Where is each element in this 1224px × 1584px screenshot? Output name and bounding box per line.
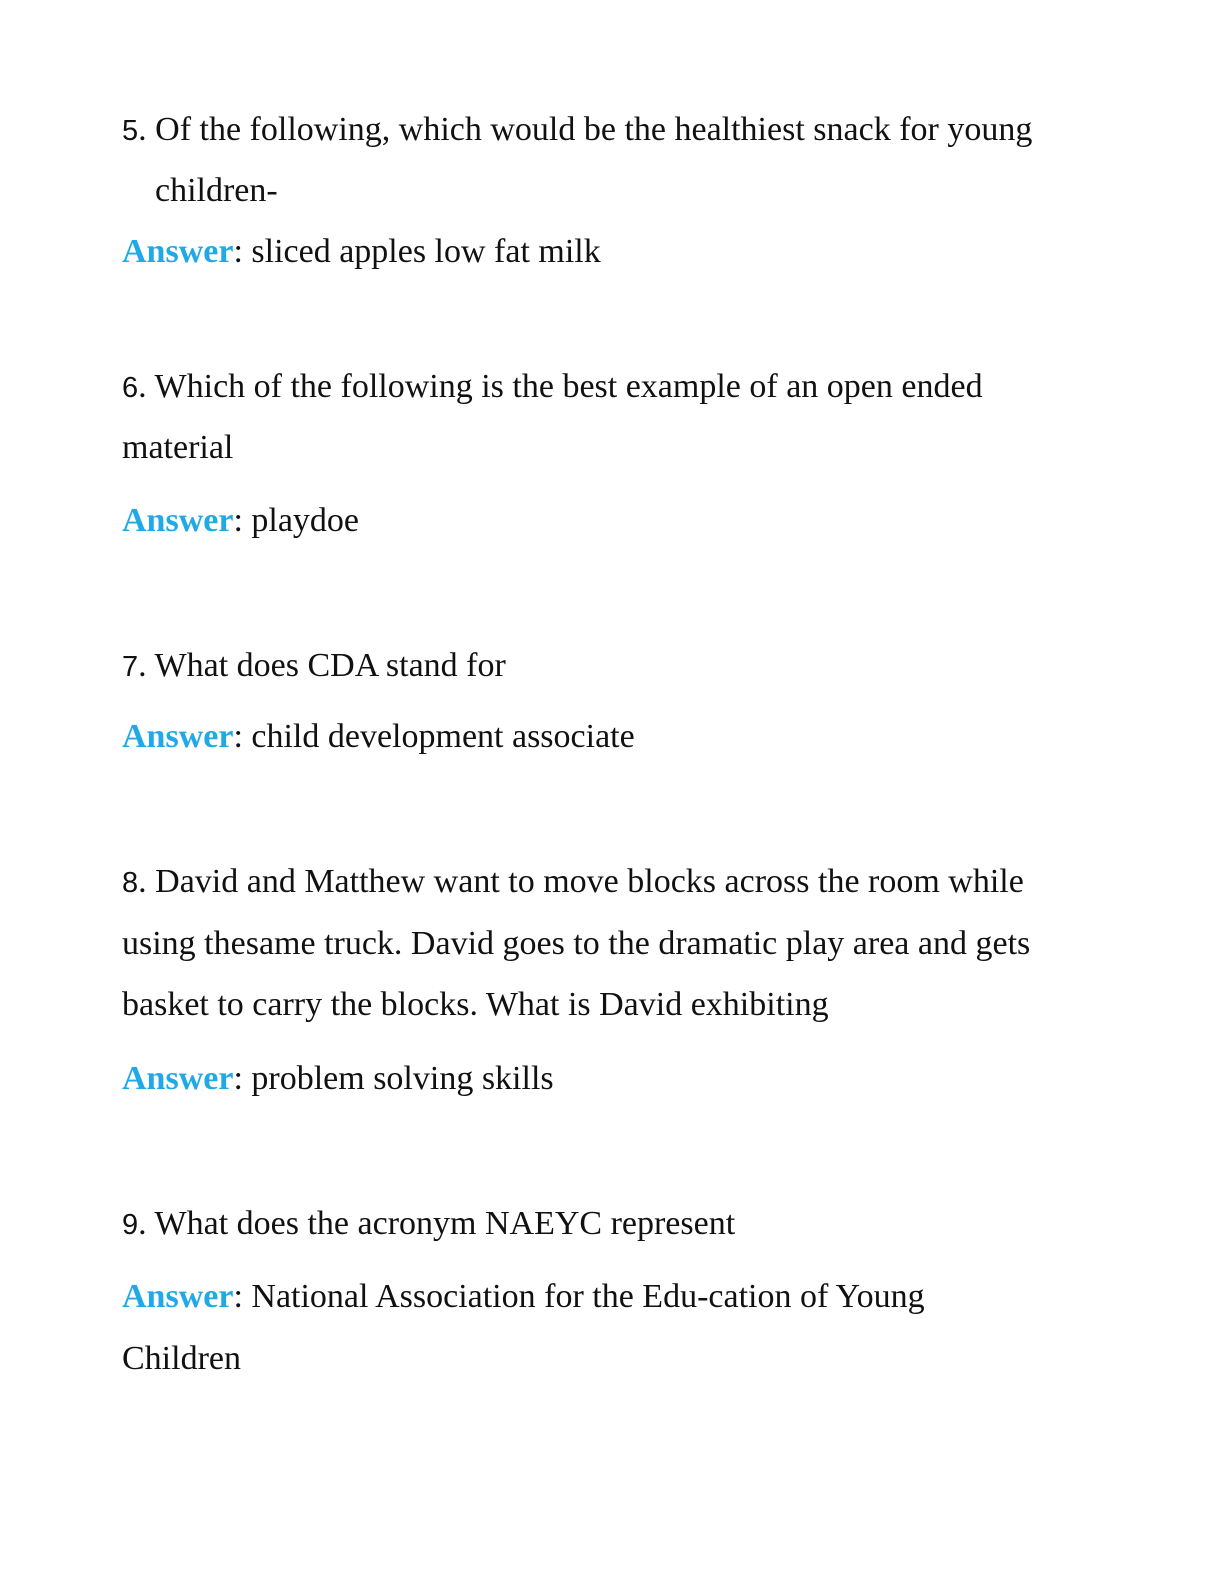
question-number: 9: [122, 1209, 139, 1241]
question-number: 8: [122, 867, 139, 899]
question-9-line-1: 9. What does the acronym NAEYC represent: [122, 1205, 736, 1242]
question-6-line-1: 6. Which of the following is the best example of an open ended: [122, 368, 983, 405]
answer-label: Answer: [122, 502, 234, 539]
answer-text: National Association for the Edu-cation of Young: [251, 1278, 925, 1315]
question-text: Which of the following is the best example of an open ended: [154, 368, 983, 405]
question-5-line-2: [155, 171, 278, 211]
answer-text: playdoe: [251, 502, 360, 539]
answer-text: child development associate: [251, 718, 635, 755]
question-8-line-1: 8. David and Matthew want to move blocks across the room while: [122, 863, 1024, 900]
question-5-line-1: 5. Of the following, which would be the healthiest snack for young: [122, 111, 1033, 148]
question-text: basket to carry the blocks. What is David exhibiting: [122, 986, 829, 1023]
question-text: Of the following, which would be the healthiest snack for young: [155, 111, 1033, 148]
question-text: David and Matthew want to move blocks across the room while: [155, 863, 1024, 900]
answer-6: Answer: playdoe: [122, 502, 360, 539]
answer-label: Answer: [122, 1278, 234, 1315]
question-8-line-3: [122, 985, 829, 1025]
answer-8: Answer: problem solving skills: [122, 1060, 554, 1097]
answer-9-line-1: Answer: National Association for the Edu-cation of Young: [122, 1278, 925, 1315]
answer-text: Children: [122, 1340, 241, 1377]
answer-9-line-2: [122, 1339, 241, 1379]
question-7-line-1: 7. What does CDA stand for: [122, 647, 506, 684]
question-text: children-: [155, 172, 278, 209]
answer-text: sliced apples low fat milk: [251, 233, 601, 270]
question-number: 7: [122, 651, 139, 683]
question-text: material: [122, 429, 234, 466]
question-8-line-2: [122, 924, 1030, 964]
answer-label: Answer: [122, 1060, 234, 1097]
answer-label: Answer: [122, 233, 234, 270]
question-number: 6: [122, 372, 139, 404]
answer-5: Answer: sliced apples low fat milk: [122, 233, 601, 270]
answer-label: Answer: [122, 718, 234, 755]
answer-7: Answer: child development associate: [122, 718, 635, 755]
question-text: What does the acronym NAEYC represent: [154, 1205, 736, 1242]
answer-text: problem solving skills: [251, 1060, 554, 1097]
question-text: What does CDA stand for: [154, 647, 506, 684]
question-number: 5: [122, 115, 139, 147]
question-text: using thesame truck. David goes to the dramatic play area and gets: [122, 925, 1031, 962]
question-6-line-2: [122, 428, 233, 468]
